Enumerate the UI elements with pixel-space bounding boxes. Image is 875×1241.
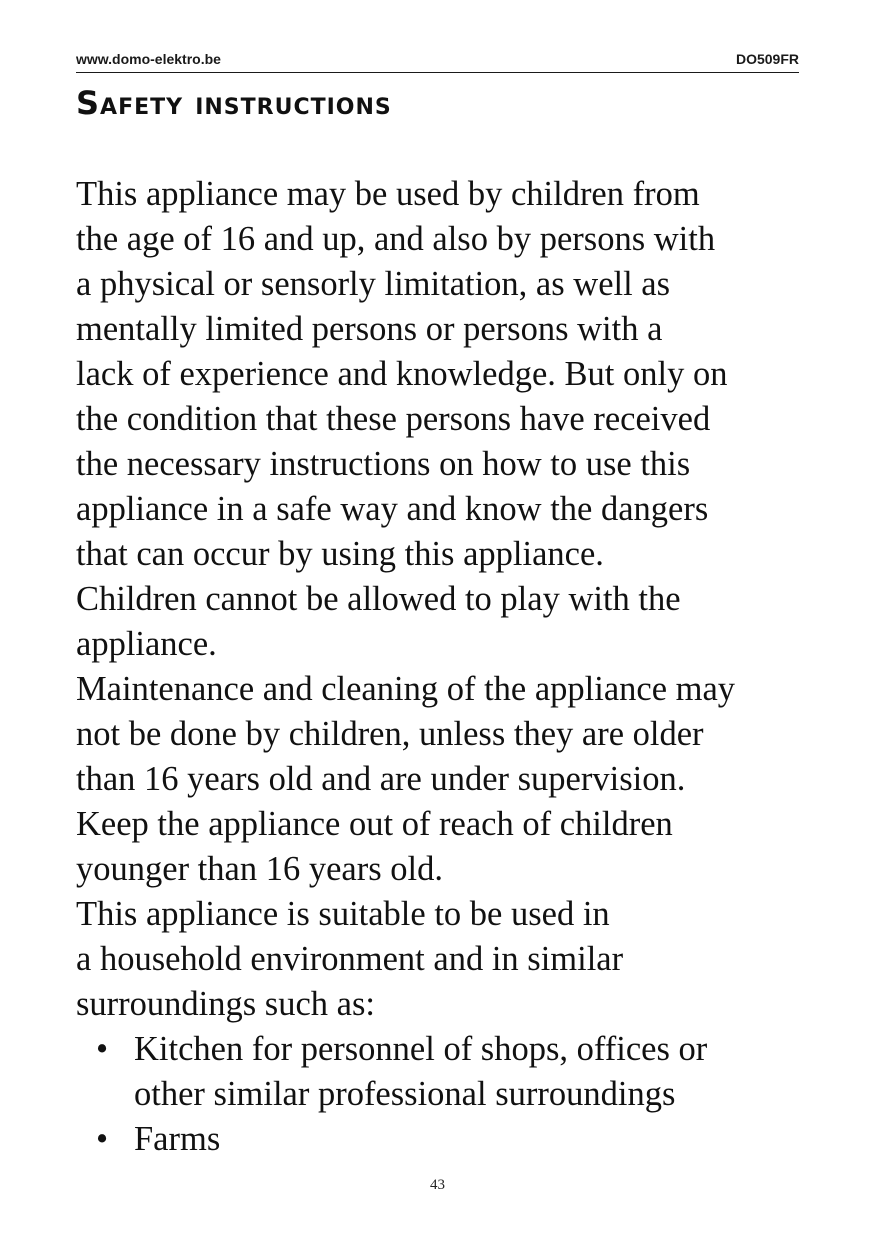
- text-line: not be done by children, unless they are older: [76, 715, 704, 753]
- text-line: This appliance is suitable to be used in: [76, 895, 610, 933]
- list-item-line: Farms: [134, 1120, 221, 1158]
- text-line: Maintenance and cleaning of the appliance may: [76, 670, 736, 708]
- list-item: [76, 1117, 816, 1162]
- list-item-line: other similar professional surroundings: [134, 1075, 676, 1113]
- text-line: a physical or sensorly limitation, as well as: [76, 265, 671, 303]
- text-line: This appliance may be used by children from: [76, 175, 700, 213]
- text-line: Keep the appliance out of reach of children: [76, 805, 673, 843]
- text-line: Children cannot be allowed to play with the: [76, 580, 681, 618]
- text-line: appliance in a safe way and know the dangers: [76, 490, 709, 528]
- list-item: [76, 1027, 816, 1117]
- paragraph: [76, 172, 816, 1027]
- model-number: DO509FR: [735, 51, 799, 67]
- text-line: the condition that these persons have received: [76, 400, 711, 438]
- text-line: mentally limited persons or persons with a: [76, 310, 663, 348]
- bullet-icon: •: [96, 1120, 109, 1158]
- page-header: [76, 51, 799, 71]
- text-line: surroundings such as:: [76, 985, 375, 1023]
- text-line: than 16 years old and are under supervision.: [76, 760, 686, 798]
- text-line: younger than 16 years old.: [76, 850, 443, 888]
- text-line: lack of experience and knowledge. But only on: [76, 355, 728, 393]
- bullet-list: [76, 1027, 816, 1162]
- text-line: that can occur by using this appliance.: [76, 535, 604, 573]
- text-line: a household environment and in similar: [76, 940, 624, 978]
- text-line: the age of 16 and up, and also by persons with: [76, 220, 716, 258]
- section-title: Safety instructions: [76, 84, 392, 122]
- body-text: [76, 172, 816, 1162]
- text-line: appliance.: [76, 625, 217, 663]
- bullet-icon: •: [96, 1030, 109, 1068]
- text-line: the necessary instructions on how to use this: [76, 445, 691, 483]
- page-number: 43: [430, 1177, 445, 1193]
- list-item-line: Kitchen for personnel of shops, offices or: [134, 1030, 708, 1068]
- header-divider: [76, 72, 799, 73]
- website-url: www.domo-elektro.be: [76, 51, 221, 67]
